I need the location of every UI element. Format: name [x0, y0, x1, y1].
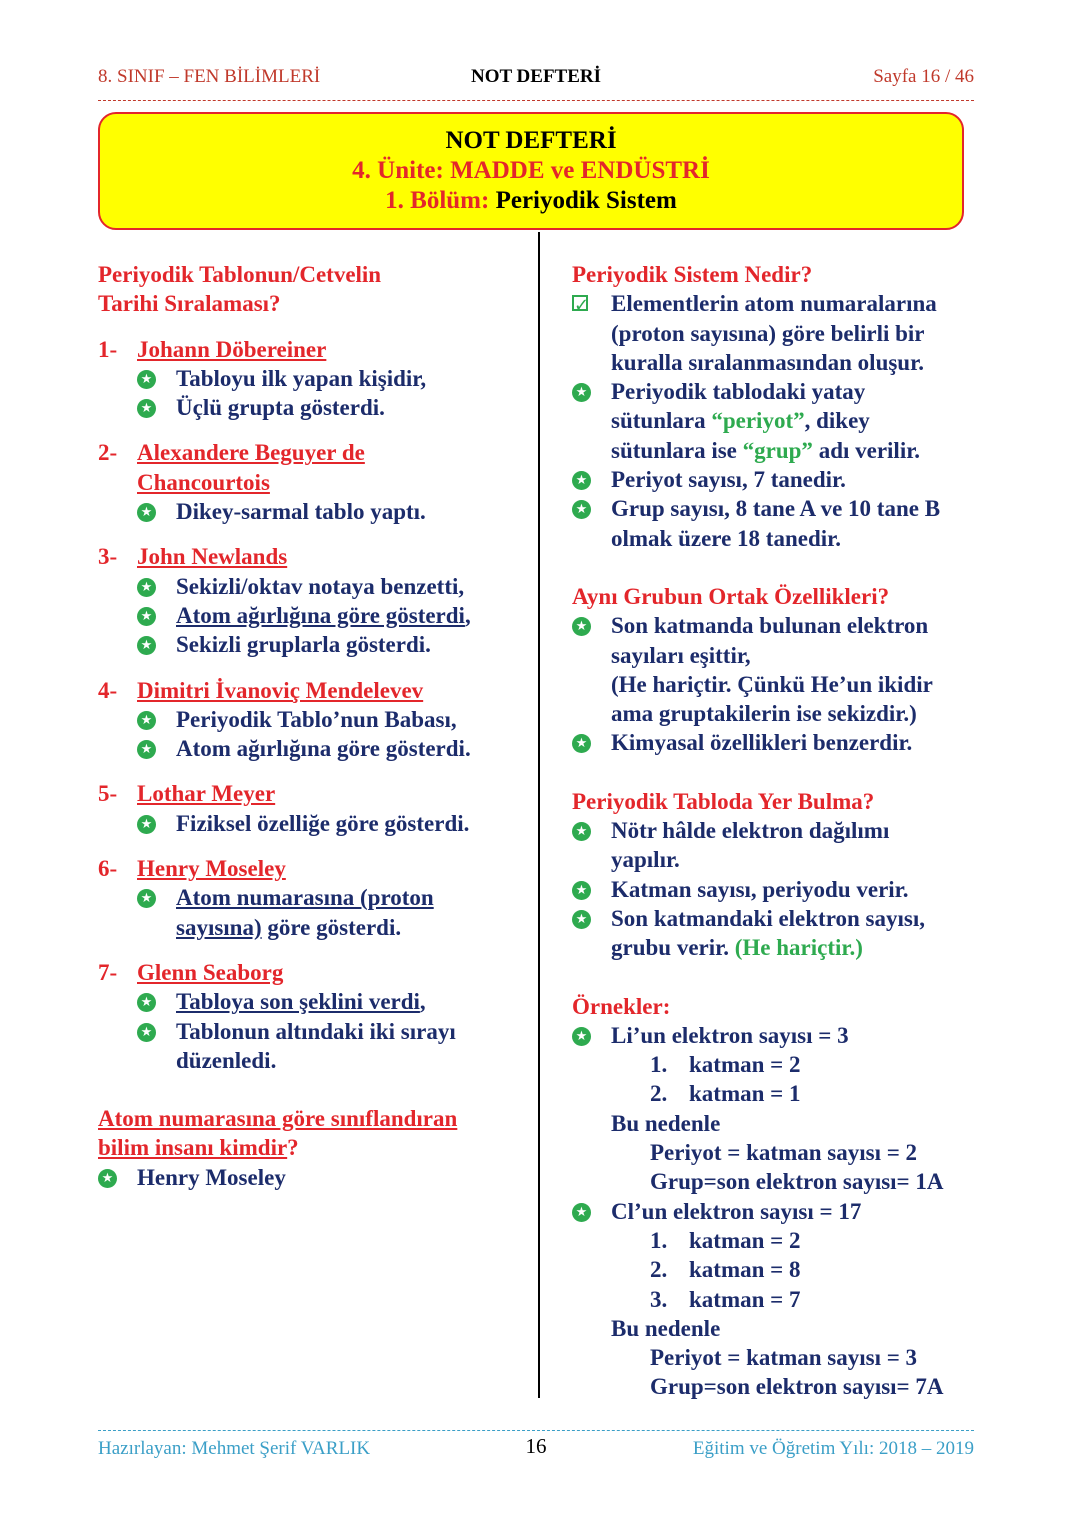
question-heading: Atom numarasına göre sınıflandıran	[98, 1106, 458, 1132]
star-bullet-icon	[572, 910, 591, 929]
list-item: 7- Glenn Seaborg	[98, 959, 284, 985]
section-heading: Aynı Grubun Ortak Özellikleri?	[572, 583, 890, 609]
star-bullet-icon	[572, 471, 591, 490]
star-bullet-icon	[572, 822, 591, 841]
title-main: NOT DEFTERİ	[445, 127, 617, 154]
star-bullet-icon	[137, 399, 156, 418]
footer-author: Hazırlayan: Mehmet Şerif VARLIK	[98, 1438, 371, 1459]
star-bullet-icon	[137, 578, 156, 597]
star-bullet-icon	[137, 993, 156, 1012]
star-bullet-icon	[572, 1203, 591, 1222]
checkbox-icon	[572, 295, 588, 311]
star-bullet-icon	[137, 1023, 156, 1042]
star-bullet-icon	[137, 607, 156, 626]
title-section: 1. Bölüm: Periyodik Sistem	[385, 187, 677, 214]
page-header	[98, 62, 974, 92]
right-column: Periyodik Sistem Nedir? ✓ Elementlerin atom numaralarına (proton sayısına) göre belirli bir kuralla sıralanmasından oluşur. ★ Periyodik tablodaki yatay sütunlara “periyot”, dikey sütunlara ise “grup” adı verilir. ★ Periyot sayısı, 7 tanedir. ★ Grup sayısı, 8 tane A ve 10 tane B olmak üzere 18 tanedir. Aynı Grubun Ortak Özellikleri? ★ Son katmanda bulunan elektron sayıları eşittir, (He hariçtir. Çünkü He’un ikidir ama gruptakilerin ise sekizdir.) ★ Kimyasal özellikleri benzerdir. Periyodik Tabloda Yer Bulma? ★ Nötr hâlde elektron dağılımı yapılır. ★ Katman sayısı, periyodu verir. ★ Son katmandaki elektron sayısı, grubu verir. (He hariçtir.) Örnekler: ★ Li’un elektron sayısı = 3 1. katman = 2 2. katman = 1 Bu nedenle Periyot = katman sayısı = 2 Grup=son elektron sayısı= 1A ★ Cl’un elektron sayısı = 17 1. katman = 2 2. katman = 8 3. katman = 7 Bu nedenle Periyot = katman sayısı = 3 Grup=son elektron sayısı= 7A	[572, 260, 992, 1402]
list-item: 4- Dimitri İvanoviç Mendelevev	[98, 677, 424, 703]
header-page: Sayfa 16 / 46	[873, 66, 974, 87]
list-item: 3- John Newlands	[98, 544, 288, 570]
page-number: 16	[525, 1434, 547, 1458]
left-column: Periyodik Tablonun/Cetvelin Tarihi Sıralaması? 1- Johann Döbereiner ★ Tabloyu ilk yapan kişidir, ★ Üçlü grupta gösterdi. 2- Alexandere Beguyer de Chancourtois ★ Dikey-sarmal tablo yaptı. 3- John Newlands ★ Sekizli/oktav notaya benzetti, ★ Atom ağırlığına göre gösterdi, ★ Sekizli gruplarla gösterdi. 4- Dimitri İvanoviç Mendelevev ★ Periyodik Tablo’nun Babası, ★ Atom ağırlığına göre gösterdi. 5- Lothar Meyer ★ Fiziksel özelliğe göre gösterdi. 6- Henry Moseley ★ Atom numarasına (proton sayısına) göre gösterdi. 7- Glenn Seaborg ★ Tabloya son şeklini verdi, ★ Tablonun altındaki iki sırayı düzenledi. Atom numarasına göre sınıflandıran bilim insanı kimdir? ★ Henry Moseley	[98, 260, 518, 1192]
star-bullet-icon	[572, 734, 591, 753]
list-item: 5- Lothar Meyer	[98, 781, 276, 807]
title-unit: 4. Ünite: MADDE ve ENDÜSTRİ	[352, 157, 710, 184]
star-bullet-icon	[137, 636, 156, 655]
footer-divider	[98, 1430, 974, 1431]
answer: Henry Moseley	[137, 1164, 286, 1190]
star-bullet-icon	[137, 815, 156, 834]
section-heading: Periyodik Tabloda Yer Bulma?	[572, 788, 875, 814]
title-box	[98, 112, 964, 230]
column-divider	[538, 232, 540, 1398]
star-bullet-icon	[137, 370, 156, 389]
header-title: NOT DEFTERİ	[470, 66, 602, 87]
list-item: 6- Henry Moseley	[98, 856, 286, 882]
star-bullet-icon	[572, 1027, 591, 1046]
section-heading: Periyodik Sistem Nedir?	[572, 262, 813, 287]
list-item: 2- Alexandere Beguyer de	[98, 440, 365, 466]
footer-year: Eğitim ve Öğretim Yılı: 2018 – 2019	[692, 1438, 974, 1459]
left-heading: Periyodik Tablonun/Cetvelin Tarihi Sıralaması?	[98, 262, 382, 317]
star-bullet-icon	[572, 500, 591, 519]
header-subject: 8. SINIF – FEN BİLİMLERİ	[98, 66, 321, 87]
star-bullet-icon	[98, 1169, 117, 1188]
star-bullet-icon	[137, 740, 156, 759]
star-bullet-icon	[572, 383, 591, 402]
section-heading: Örnekler:	[572, 993, 671, 1019]
list-item: 1- Johann Döbereiner	[98, 336, 327, 362]
star-bullet-icon	[137, 503, 156, 522]
star-bullet-icon	[137, 711, 156, 730]
header-divider	[98, 100, 974, 101]
star-bullet-icon	[572, 881, 591, 900]
star-bullet-icon	[137, 889, 156, 908]
star-bullet-icon	[572, 617, 591, 636]
